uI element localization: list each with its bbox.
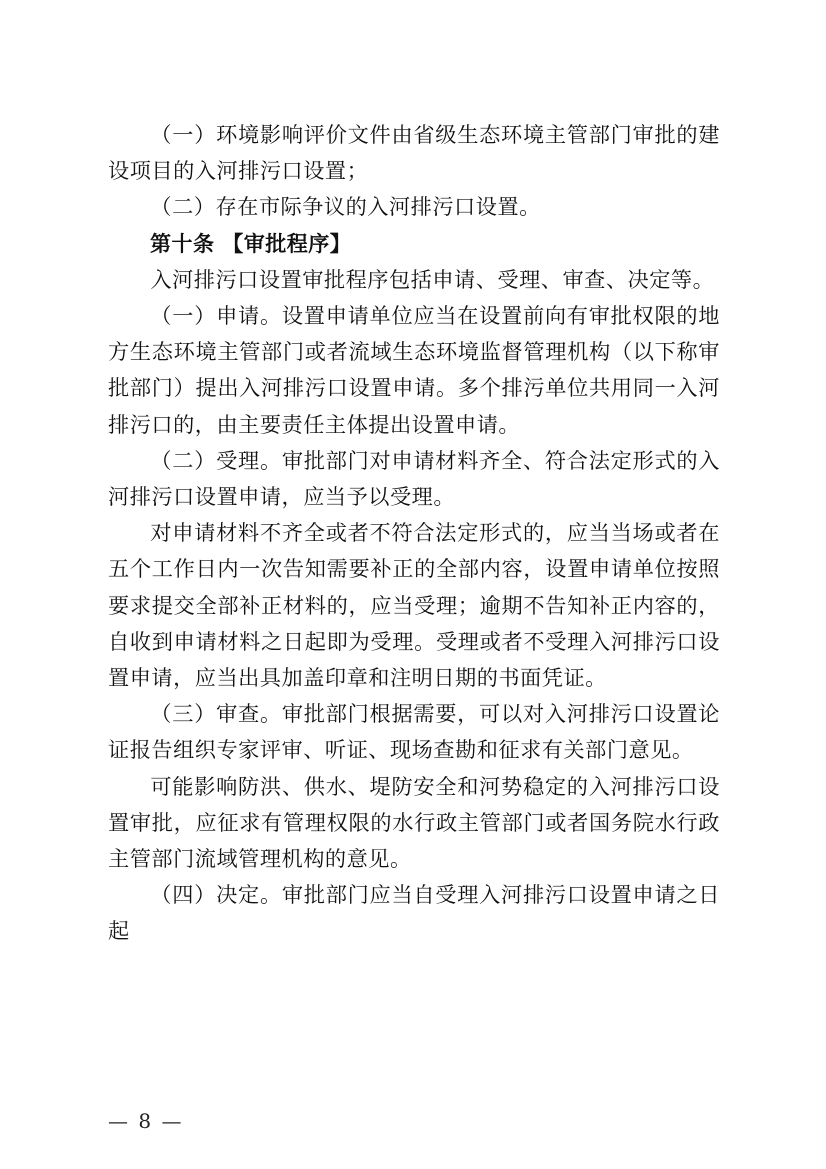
paragraph-decision: （四）决定。审批部门应当自受理入河排污口设置申请之日起	[108, 882, 720, 944]
paragraph-item-1: （一）环境影响评价文件由省级生态环境主管部门审批的建设项目的入河排污口设置；	[108, 122, 720, 184]
paragraph-apply: （一）申请。设置申请单位应当在设置前向有审批权限的地方生态环境主管部门或者流域生态环境监督管理机构（以下称审批部门）提出入河排污口设置申请。多个排污单位共用同一入河排污口的，由主要责任主体提出设置申请。	[108, 303, 720, 437]
paragraph-accept: （二）受理。审批部门对申请材料齐全、符合法定形式的入河排污口设置申请，应当予以受理。	[108, 447, 720, 510]
paragraph-intro: 入河排污口设置审批程序包括申请、受理、审查、决定等。	[150, 266, 715, 292]
article-heading: 第十条 【审批程序】	[150, 231, 352, 256]
paragraph-incomplete: 对申请材料不齐全或者不符合法定形式的，应当当场或者在五个工作日内一次告知需要补正的全部内容，设置申请单位按照要求提交全部补正材料的，应当受理；逾期不告知补正内容的，自收到申请材料之日起即为受理。受理或者不受理入河排污口设置申请，应当出具加盖印章和注明日期的书面凭证。	[108, 520, 720, 691]
paragraph-review: （三）审查。审批部门根据需要，可以对入河排污口设置论证报告组织专家评审、听证、现场查勘和征求有关部门意见。	[108, 701, 720, 763]
paragraph-item-2: （二）存在市际争议的入河排污口设置。	[150, 194, 541, 220]
document-body	[108, 117, 720, 950]
page-number: — 8 —	[108, 1109, 184, 1133]
paragraph-consult: 可能影响防洪、供水、堤防安全和河势稳定的入河排污口设置审批，应征求有管理权限的水行政主管部门或者国务院水行政主管部门流域管理机构的意见。	[108, 773, 720, 872]
